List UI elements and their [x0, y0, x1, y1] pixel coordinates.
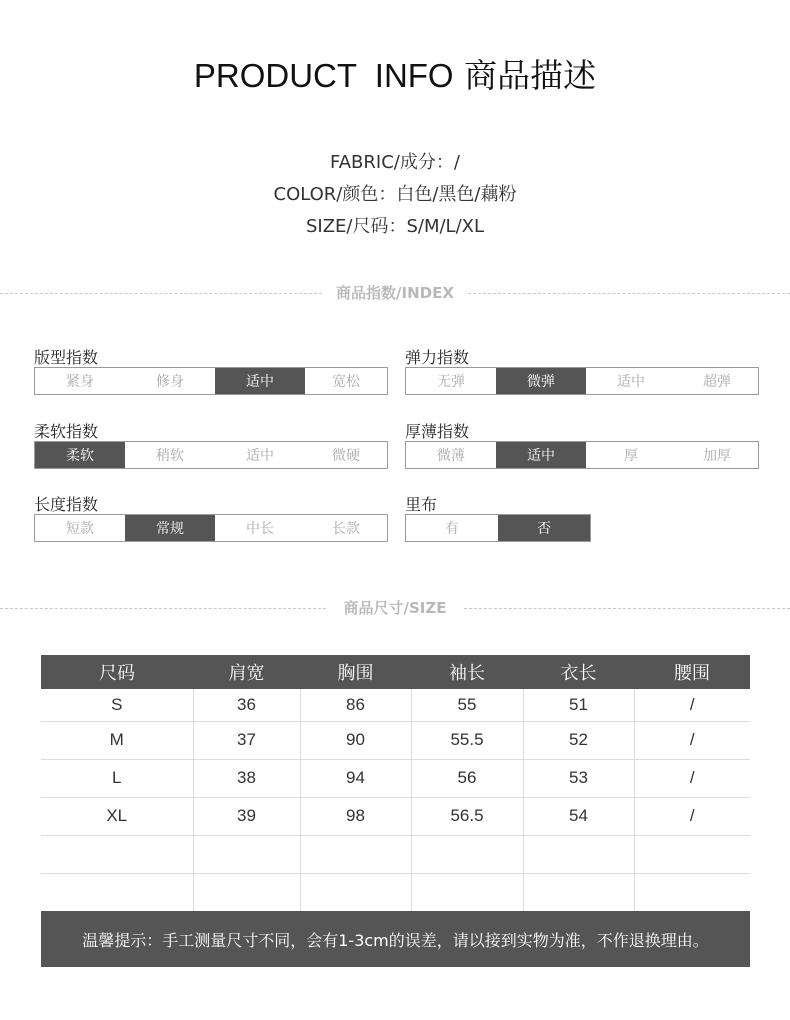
index-option-selected: 适中: [215, 368, 305, 394]
table-row: [41, 721, 750, 759]
table-cell: /: [634, 759, 750, 797]
table-cell: 94: [300, 759, 411, 797]
header-cell: 袖长: [411, 655, 523, 689]
index-bar: [405, 514, 591, 542]
table-cell: [634, 835, 750, 873]
index-option: 加厚: [703, 448, 731, 464]
table-cell: 39: [193, 797, 300, 835]
table-cell: [523, 873, 634, 911]
header-cell: 肩宽: [193, 655, 300, 689]
table-cell: XL: [41, 797, 193, 835]
table-cell: 55: [411, 689, 523, 721]
table-cell: /: [634, 797, 750, 835]
table-cell: 37: [193, 721, 300, 759]
table-cell: S: [41, 689, 193, 721]
index-bar: [34, 514, 388, 542]
title-en: PRODUCT INFO: [193, 57, 454, 94]
table-cell: [523, 835, 634, 873]
table-row: [41, 835, 750, 873]
table-cell: 90: [300, 721, 411, 759]
index-bar: [34, 367, 388, 395]
index-title: 版型指数: [34, 348, 99, 367]
table-cell: 51: [523, 689, 634, 721]
index-option: 超弹: [703, 374, 731, 390]
index-option: 微薄: [437, 448, 465, 464]
index-option-selected: 常规: [125, 515, 215, 541]
index-option-selected: 适中: [496, 442, 586, 468]
header-cell: 胸围: [300, 655, 411, 689]
table-cell: /: [634, 721, 750, 759]
color-line: COLOR/颜色：白色/黑色/藕粉: [273, 184, 517, 205]
table-row: [41, 873, 750, 911]
index-option: 适中: [246, 448, 274, 464]
title-cn: 商品描述: [464, 56, 597, 95]
size-note: 温馨提示：手工测量尺寸不同，会有1-3cm的误差，请以接到实物为准，不作退换理由。: [41, 911, 750, 967]
index-option: 中长: [246, 521, 274, 537]
index-section-label: 商品指数/INDEX: [336, 284, 454, 302]
index-option: 长款: [332, 521, 360, 537]
table-cell: [634, 873, 750, 911]
table-cell: [41, 835, 193, 873]
table-cell: 38: [193, 759, 300, 797]
table-cell: [300, 835, 411, 873]
table-cell: 54: [523, 797, 634, 835]
index-option: 有: [445, 521, 459, 537]
index-option: 无弹: [437, 374, 465, 390]
index-option-selected: 否: [498, 515, 590, 541]
index-divider: [0, 283, 790, 303]
header-cell: 腰围: [634, 655, 750, 689]
index-option: 适中: [617, 374, 645, 390]
index-option: 修身: [156, 374, 184, 390]
size-section-label: 商品尺寸/SIZE: [343, 599, 447, 617]
fabric-line: FABRIC/成分：/: [330, 152, 460, 173]
table-cell: [41, 873, 193, 911]
table-cell: [411, 873, 523, 911]
table-cell: 56: [411, 759, 523, 797]
size-table-header: [41, 655, 750, 689]
table-cell: [193, 873, 300, 911]
index-option: 微硬: [332, 448, 360, 464]
table-cell: [193, 835, 300, 873]
table-cell: 56.5: [411, 797, 523, 835]
index-title: 长度指数: [34, 495, 99, 514]
table-cell: 55.5: [411, 721, 523, 759]
index-bar: [34, 441, 388, 469]
index-bar: [405, 441, 759, 469]
index-bar: [405, 367, 759, 395]
index-option: 稍软: [156, 448, 184, 464]
table-row: [41, 797, 750, 835]
table-cell: 86: [300, 689, 411, 721]
index-option: 紧身: [66, 374, 94, 390]
table-row: [41, 759, 750, 797]
index-option: 宽松: [332, 374, 360, 390]
index-title: 里布: [405, 495, 438, 514]
index-title: 厚薄指数: [405, 422, 470, 441]
table-cell: 36: [193, 689, 300, 721]
table-cell: [300, 873, 411, 911]
table-cell: 98: [300, 797, 411, 835]
table-cell: 52: [523, 721, 634, 759]
index-option: 短款: [66, 521, 94, 537]
header-cell: 尺码: [41, 655, 193, 689]
table-cell: [411, 835, 523, 873]
table-cell: M: [41, 721, 193, 759]
size-divider: [0, 598, 790, 618]
index-option: 厚: [624, 448, 638, 464]
index-option-selected: 柔软: [35, 442, 125, 468]
table-cell: /: [634, 689, 750, 721]
table-cell: L: [41, 759, 193, 797]
page-title: [0, 50, 790, 97]
table-cell: 53: [523, 759, 634, 797]
index-option-selected: 微弹: [496, 368, 586, 394]
table-row: [41, 689, 750, 721]
index-title: 柔软指数: [34, 422, 99, 441]
index-title: 弹力指数: [405, 348, 470, 367]
size-line: SIZE/尺码：S/M/L/XL: [305, 216, 485, 237]
header-cell: 衣长: [523, 655, 634, 689]
size-table: [41, 655, 750, 912]
